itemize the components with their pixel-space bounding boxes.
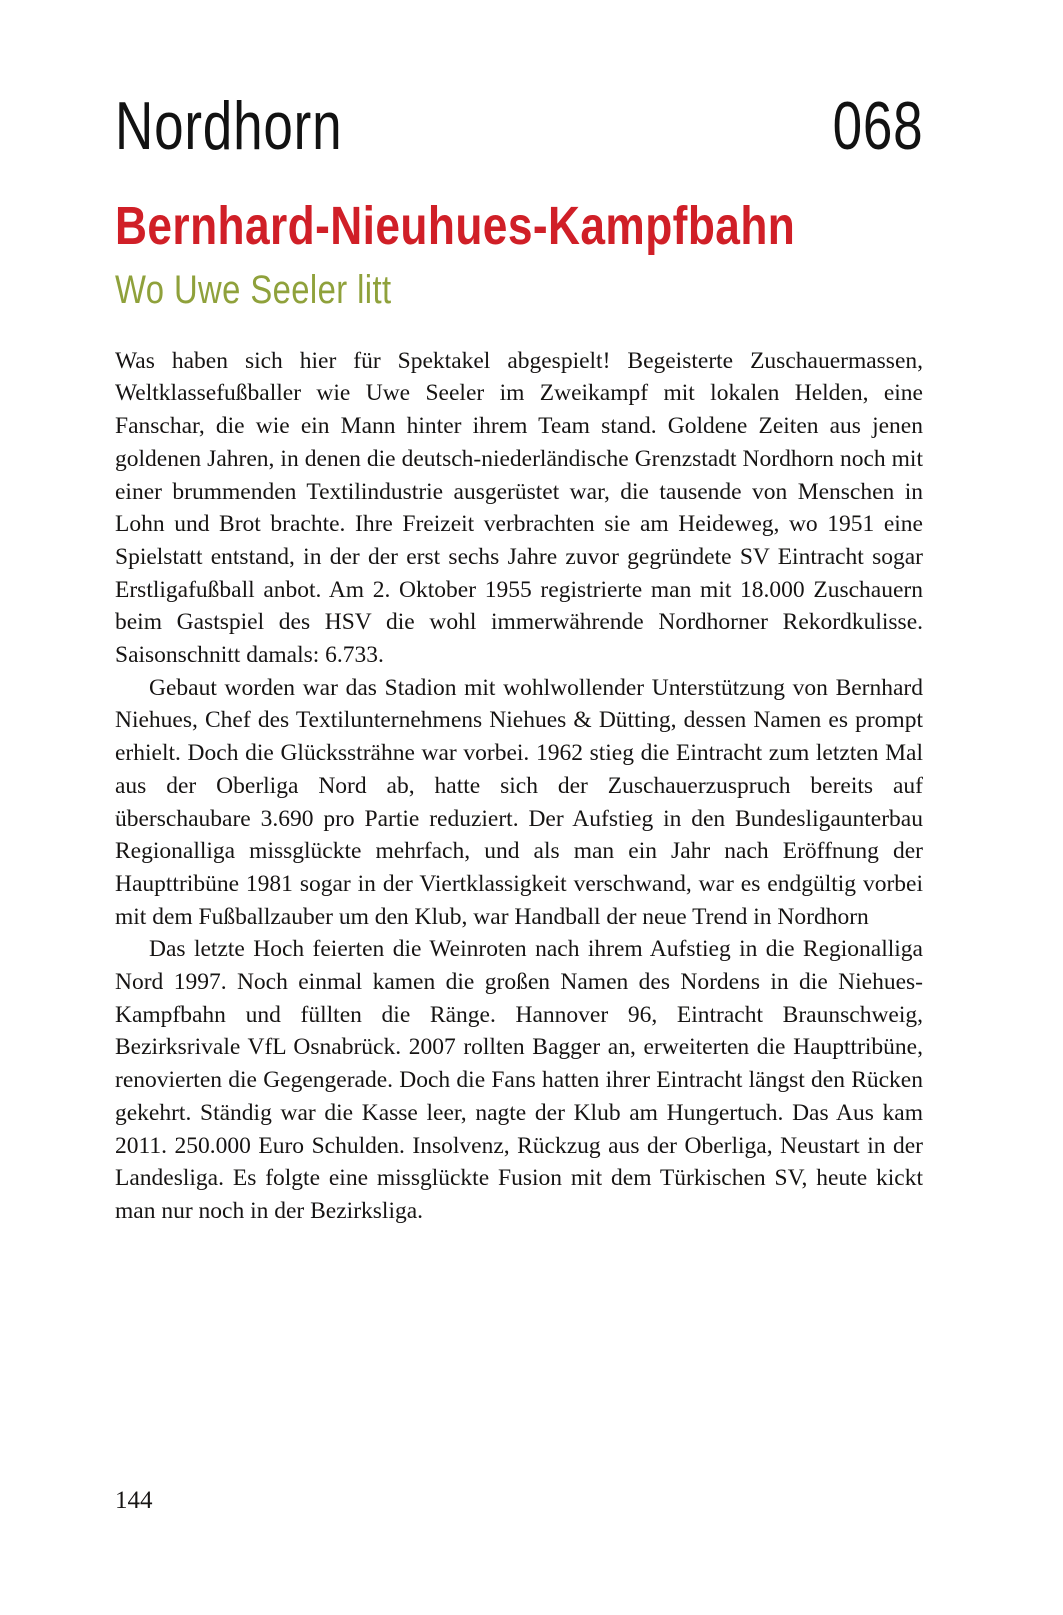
page-masthead [115,88,923,164]
body-paragraph: Gebaut worden war das Stadion mit wohlwollender Unterstützung von Bernhard Niehues, Chef des Textilunternehmens Niehues & Dütting, dessen Namen es prompt erhielt. Doch die Glückssträhne war vorbei. 1962 stieg die Eintracht zum letzten Mal aus der Oberliga Nord ab, hatte sich der Zuschauerzuspruch bereits auf überschaubare 3.690 pro Partie reduziert. Der Aufstieg in den Bundesligaunterbau Regionalliga missglückte mehrfach, und als man ein Jahr nach Eröffnung der Haupttribüne 1981 sogar in der Viertklassigkeit verschwand, war es endgültig vorbei mit dem Fußballzauber um den Klub, war Handball der neue Trend in Nordhorn [115,674,923,930]
article-subtitle: Wo Uwe Seeler litt [115,267,392,312]
body-paragraph: Was haben sich hier für Spektakel abgespielt! Begeisterte Zuschauermassen, Weltklassefußballer wie Uwe Seeler im Zweikampf mit lokalen Helden, eine Fanschar, die wie ein Mann hinter ihrem Team stand. Goldene Zeiten aus jenen goldenen Jahren, in denen die deutsch-niederländische Grenzstadt Nordhorn noch mit einer brummenden Textilindustrie ausgerüstet war, die tausende von Menschen in Lohn und Brot brachte. Ihre Freizeit verbrachten sie am Heideweg, wo 1951 eine Spielstatt entstand, in der der erst sechs Jahre zuvor gegründete SV Eintracht sogar Erstligafußball anbot. Am 2. Oktober 1955 registrierte man mit 18.000 Zuschauern beim Gastspiel des HSV die wohl immerwährende Nordhorner Rekordkulisse. Saisonschnitt damals: 6.733. [115,347,923,669]
chapter-number: 068 [832,88,923,164]
article-body [115,345,923,1228]
chapter-city-title: Nordhorn [115,88,343,164]
article-title: Bernhard-Nieuhues-Kampfbahn [115,196,796,256]
page-number: 144 [115,1487,153,1514]
body-paragraph: Das letzte Hoch feierten die Weinroten nach ihrem Aufstieg in die Regionalliga Nord 1997. Noch einmal kamen die großen Namen des Nordens in die Niehues-Kampfbahn und füllten die Ränge. Hannover 96, Eintracht Braunschweig, Bezirksrivale VfL Osnabrück. 2007 rollten Bagger an, erweiterten die Haupttribüne, renovierten die Gegengerade. Doch die Fans hatten ihrer Eintracht längst den Rücken gekehrt. Ständig war die Kasse leer, nagte der Klub am Hungertuch. Das Aus kam 2011. 250.000 Euro Schulden. Insolvenz, Rückzug aus der Oberliga, Neustart in der Landesliga. Es folgte eine missglückte Fusion mit dem Türkischen SV, heute kickt man nur noch in der Bezirksliga. [115,936,923,1224]
article-title-block [115,198,923,345]
